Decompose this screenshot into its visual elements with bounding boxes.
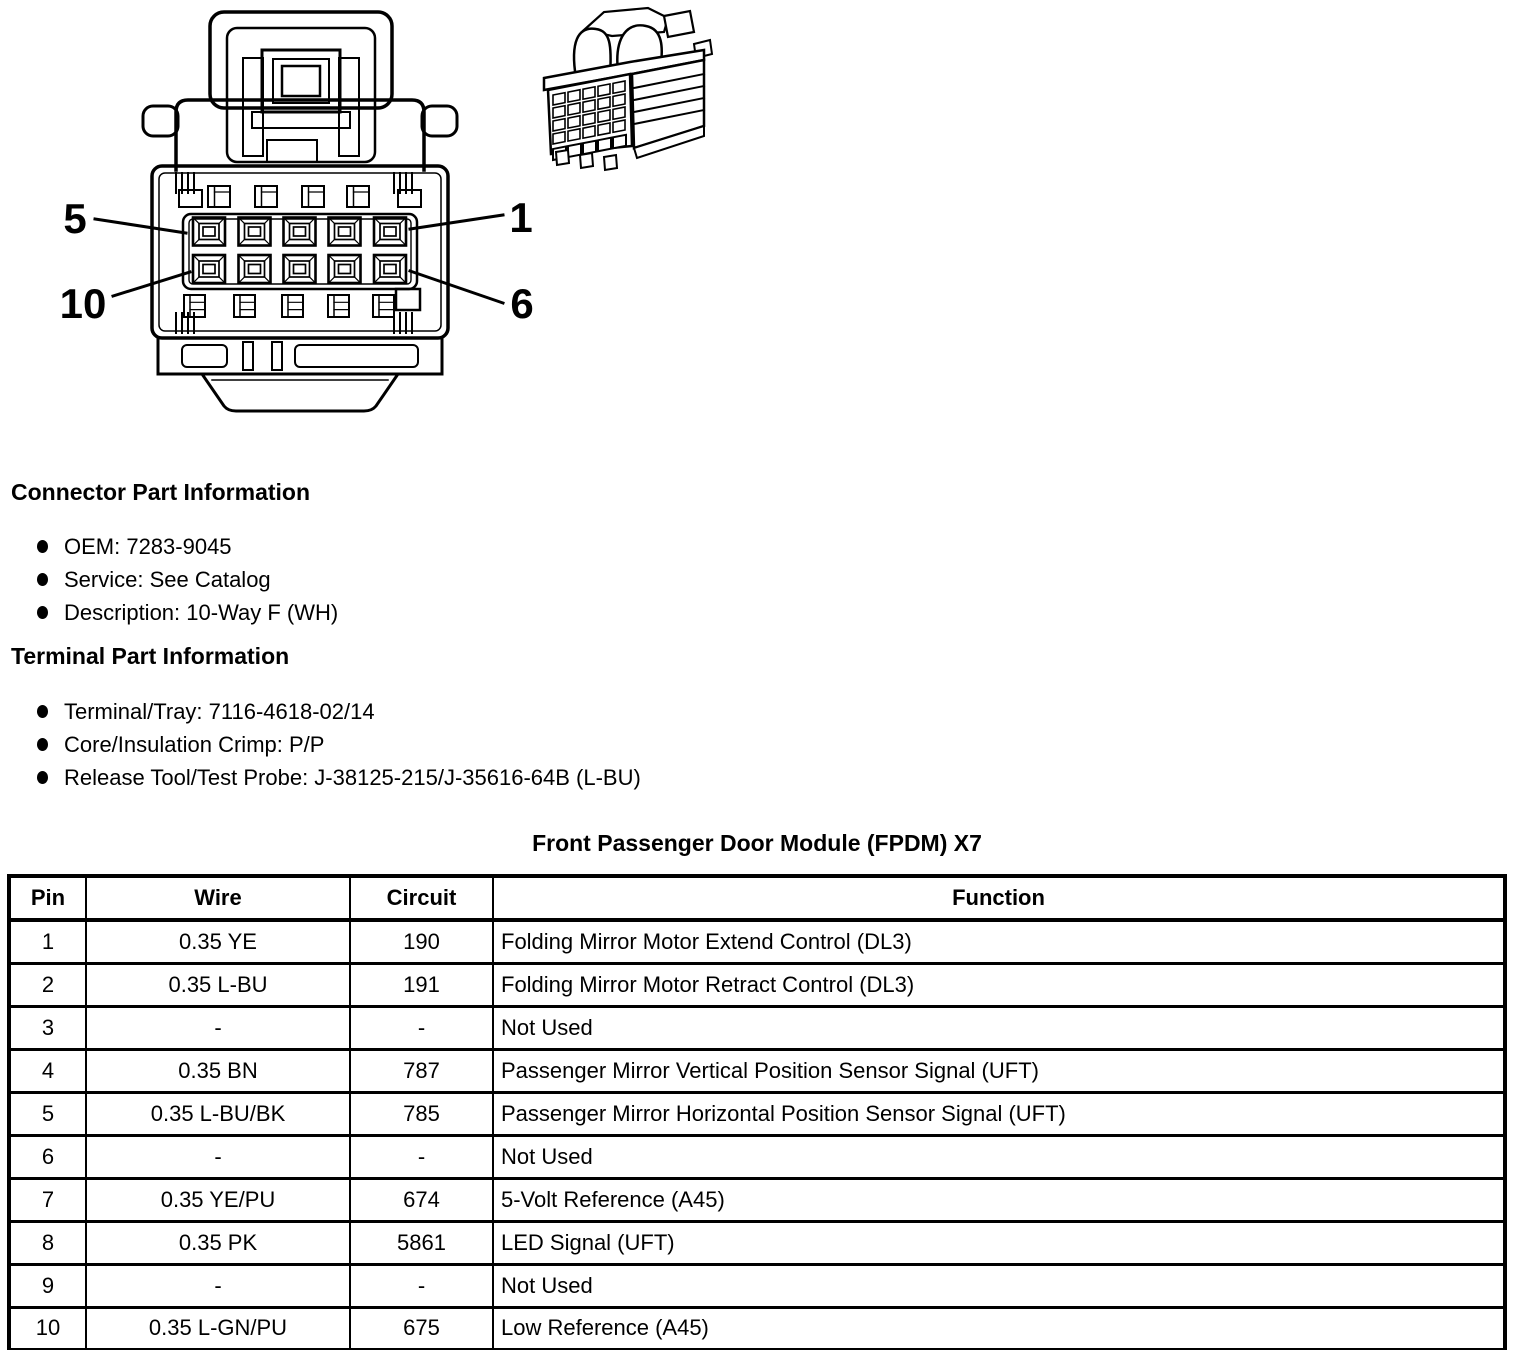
- connector-front-view: [143, 12, 457, 411]
- wire-cell: 0.35 L-GN/PU: [86, 1307, 350, 1350]
- function-cell: Passenger Mirror Vertical Position Sensor Signal (UFT): [493, 1049, 1505, 1092]
- pin-label-6: 6: [510, 280, 534, 327]
- connector-lower-band: [158, 338, 442, 374]
- pin-cell: 2: [9, 963, 86, 1006]
- pin-label-5: 5: [63, 195, 87, 242]
- mount-ear-right: [422, 106, 457, 136]
- function-cell: Not Used: [493, 1006, 1505, 1049]
- bullet-icon: [37, 771, 48, 784]
- table-row: [9, 1006, 1505, 1049]
- pin-cell: 6: [9, 1135, 86, 1178]
- list-item: [0, 761, 641, 794]
- wire-cell: 0.35 YE/PU: [86, 1178, 350, 1221]
- wire-cell: -: [86, 1264, 350, 1307]
- pinout-table-title: Front Passenger Door Module (FPDM) X7: [532, 830, 982, 856]
- bullet-icon: [37, 738, 48, 751]
- terminal-part-info-list: [0, 695, 641, 794]
- bullet-icon: [37, 573, 48, 586]
- pin-cell: 5: [9, 1092, 86, 1135]
- list-item: [0, 530, 338, 563]
- list-item: [0, 728, 641, 761]
- service-value: Service: See Catalog: [64, 566, 271, 592]
- pin-label-10: 10: [59, 280, 107, 327]
- pin-cell: 9: [9, 1264, 86, 1307]
- connector-latch: [210, 12, 392, 162]
- table-row: [9, 1178, 1505, 1221]
- pin-cell: 4: [9, 1049, 86, 1092]
- pin-cell: 7: [9, 1178, 86, 1221]
- wire-cell: 0.35 BN: [86, 1049, 350, 1092]
- function-cell: LED Signal (UFT): [493, 1221, 1505, 1264]
- function-cell: Low Reference (A45): [493, 1307, 1505, 1350]
- function-cell: Folding Mirror Motor Retract Control (DL3): [493, 963, 1505, 1006]
- circuit-cell: 191: [350, 963, 493, 1006]
- pin-cell: 8: [9, 1221, 86, 1264]
- connector-body: [152, 166, 448, 338]
- table-row: [9, 1135, 1505, 1178]
- table-row: [9, 1221, 1505, 1264]
- list-item: [0, 563, 338, 596]
- circuit-cell: 787: [350, 1049, 493, 1092]
- table-header-row: [9, 876, 1505, 920]
- oem-value: OEM: 7283-9045: [64, 533, 232, 559]
- circuit-cell: 674: [350, 1178, 493, 1221]
- description-value: Description: 10-Way F (WH): [64, 599, 339, 625]
- wire-cell: 0.35 PK: [86, 1221, 350, 1264]
- terminal-part-info-heading: Terminal Part Information: [11, 643, 290, 669]
- bullet-icon: [37, 705, 48, 718]
- function-cell: Passenger Mirror Horizontal Position Sensor Signal (UFT): [493, 1092, 1505, 1135]
- bullet-icon: [37, 540, 48, 553]
- function-cell: 5-Volt Reference (A45): [493, 1178, 1505, 1221]
- connector-diagram: [0, 0, 760, 440]
- table-row: [9, 1264, 1505, 1307]
- wire-cell: 0.35 L-BU/BK: [86, 1092, 350, 1135]
- pin-cell: 1: [9, 920, 86, 963]
- connector-part-info-heading: Connector Part Information: [11, 479, 311, 505]
- pin-cell: 3: [9, 1006, 86, 1049]
- circuit-cell: -: [350, 1264, 493, 1307]
- table-row: [9, 1307, 1505, 1350]
- connector-part-info-list: [0, 530, 338, 629]
- circuit-cell: -: [350, 1135, 493, 1178]
- wire-cell: 0.35 L-BU: [86, 963, 350, 1006]
- pinout-table: [7, 874, 1507, 1350]
- col-header-wire: Wire: [86, 876, 350, 920]
- col-header-circuit: Circuit: [350, 876, 493, 920]
- table-row: [9, 1092, 1505, 1135]
- mount-ear-left: [143, 106, 178, 136]
- function-cell: Not Used: [493, 1264, 1505, 1307]
- pin-cell: 10: [9, 1307, 86, 1350]
- list-item: [0, 596, 338, 629]
- circuit-cell: -: [350, 1006, 493, 1049]
- connector-iso-view: [544, 8, 712, 170]
- circuit-cell: 5861: [350, 1221, 493, 1264]
- table-row: [9, 920, 1505, 963]
- wire-cell: -: [86, 1006, 350, 1049]
- function-cell: Not Used: [493, 1135, 1505, 1178]
- crimp-value: Core/Insulation Crimp: P/P: [64, 731, 325, 757]
- circuit-cell: 190: [350, 920, 493, 963]
- col-header-function: Function: [493, 876, 1505, 920]
- list-item: [0, 695, 641, 728]
- circuit-cell: 675: [350, 1307, 493, 1350]
- circuit-cell: 785: [350, 1092, 493, 1135]
- wire-cell: 0.35 YE: [86, 920, 350, 963]
- bullet-icon: [37, 606, 48, 619]
- pin-label-1: 1: [509, 194, 533, 241]
- table-row: [9, 963, 1505, 1006]
- wire-cell: -: [86, 1135, 350, 1178]
- col-header-pin: Pin: [9, 876, 86, 920]
- terminal-tray-value: Terminal/Tray: 7116-4618-02/14: [64, 698, 375, 724]
- function-cell: Folding Mirror Motor Extend Control (DL3): [493, 920, 1505, 963]
- table-row: [9, 1049, 1505, 1092]
- release-tool-value: Release Tool/Test Probe: J-38125-215/J-35616-64B (L-BU): [64, 764, 641, 790]
- terminal-cavity-grid: [183, 214, 417, 289]
